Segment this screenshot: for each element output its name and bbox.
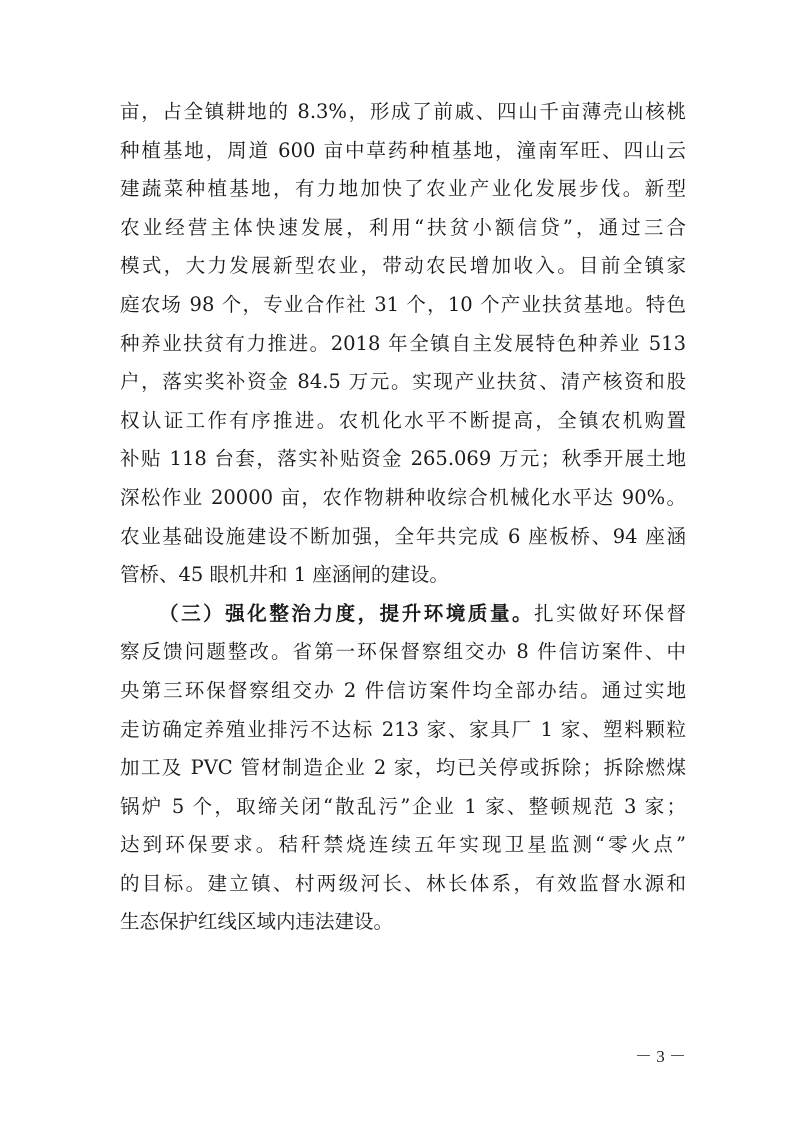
- text-line: 生态保护红线区域内违法建设。: [120, 910, 394, 934]
- text-line: 的目标。建立镇、村两级河长、林长体系，有效监督水源和: [120, 871, 686, 895]
- page-number: － 3 －: [635, 1047, 686, 1066]
- text-line: 权认证工作有序推进。农机化水平不断提高，全镇农机购置: [120, 408, 686, 432]
- section-heading-line: [120, 595, 686, 634]
- text-line: 农业基础设施建设不断加强，全年共完成 6 座板桥、94 座涵: [120, 524, 686, 548]
- text-line: 种植基地，周道 600 亩中草药种植基地，潼南军旺、四山云: [120, 138, 686, 162]
- text-line: 深松作业 20000 亩，农作物耕种收综合机械化水平达 90%。: [120, 485, 686, 509]
- text-line: 亩，占全镇耕地的 8.3%，形成了前戚、四山千亩薄壳山核桃: [120, 100, 686, 123]
- text-line: 建蔬菜种植基地，有力地加快了农业产业化发展步伐。新型: [120, 177, 686, 201]
- text-line: 加工及 PVC 管材制造企业 2 家，均已关停或拆除；拆除燃煤: [120, 756, 686, 780]
- text-line: 管桥、45 眼机井和 1 座涵闸的建设。: [120, 563, 449, 587]
- section-heading: （三）强化整治力度，提升环境质量。: [159, 601, 535, 625]
- text-line: 庭农场 98 个，专业合作社 31 个，10 个产业扶贫基地。特色: [120, 292, 686, 316]
- text-line: 锅炉 5 个，取缔关闭“散乱污”企业 1 家、整顿规范 3 家；: [120, 794, 686, 818]
- text-line: 走访确定养殖业排污不达标 213 家、家具厂 1 家、塑料颗粒: [120, 717, 686, 741]
- text-line: 达到环保要求。秸秆禁烧连续五年实现卫星监测“零火点”: [120, 833, 686, 857]
- body-text: [120, 93, 686, 942]
- text-line: 模式，大力发展新型农业，带动农民增加收入。目前全镇家: [120, 254, 686, 278]
- paragraph-agriculture: [120, 93, 686, 595]
- text-line: 户，落实奖补资金 84.5 万元。实现产业扶贫、清产核资和股: [120, 370, 686, 394]
- text-line: 农业经营主体快速发展，利用“扶贫小额信贷”，通过三合: [120, 215, 686, 239]
- text-line: 察反馈问题整改。省第一环保督察组交办 8 件信访案件、中: [120, 640, 686, 664]
- heading-line-text: 扎实做好环保督: [534, 601, 686, 625]
- text-line: 央第三环保督察组交办 2 件信访案件均全部办结。通过实地: [120, 678, 686, 702]
- paragraph-environment: [120, 595, 686, 942]
- text-line: 补贴 118 台套，落实补贴资金 265.069 万元；秋季开展土地: [120, 447, 686, 471]
- text-line: 种养业扶贫有力推进。2018 年全镇自主发展特色种养业 513: [120, 331, 686, 355]
